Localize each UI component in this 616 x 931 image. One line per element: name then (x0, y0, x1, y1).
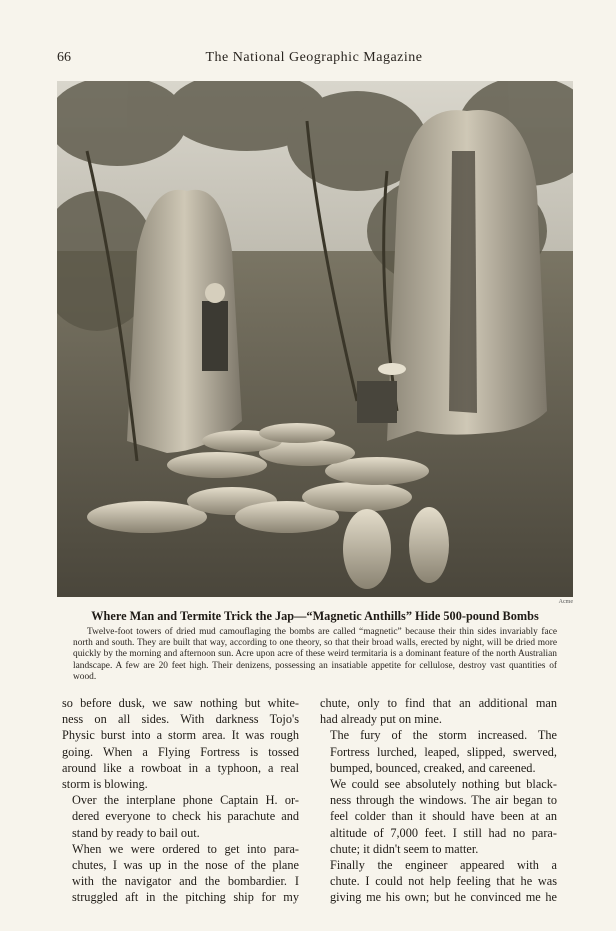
text-line: When we were ordered to get into para- (72, 841, 299, 856)
text-line: Finally the engineer appeared with a (330, 858, 557, 873)
text-line: feel colder than it should have been at an (330, 809, 557, 824)
text-line: Physic burst into a storm area. It was rough (62, 728, 299, 743)
photo-illustration (57, 81, 573, 597)
text-line: with the navigator and the bombardier. I (72, 874, 299, 889)
page-number: 66 (57, 50, 71, 65)
text-line: had already put on mine. (320, 712, 442, 727)
text-line: We could see absolutely nothing but black- (330, 777, 557, 792)
text-line: stand by ready to bail out. (72, 825, 200, 840)
paragraph (62, 841, 299, 906)
text-line: so before dusk, we saw nothing but white- (62, 696, 299, 710)
running-title: The National Geographic Magazine (205, 50, 423, 65)
text-line: giving me his own; but he convinced me he (330, 890, 557, 905)
text-line: chute. I could not help feeling that he was (330, 874, 557, 889)
paragraph (320, 857, 557, 906)
caption-title: Where Man and Termite Trick the Jap—“Magnetic Anthills” Hide 500-pound Bombs (91, 609, 539, 623)
text-column-left (62, 695, 299, 906)
photo-credit: Acme (558, 599, 573, 605)
text-column-right (320, 695, 557, 906)
text-line: chutes, I was up in the nose of the plane (72, 858, 299, 873)
text-line: dered everyone to check his parachute and (72, 809, 299, 824)
photograph-termite-mounds-bombs (57, 81, 573, 597)
text-line: storm is blowing. (62, 777, 148, 792)
paragraph (62, 695, 299, 792)
text-line: struggled aft in the pitching ship for my (72, 890, 299, 905)
paragraph (62, 792, 299, 841)
text-line: The fury of the storm increased. The (330, 728, 557, 743)
text-line: ness through the windows. The air began to (330, 793, 557, 808)
paragraph (320, 727, 557, 776)
text-line: Fortress lurched, leaped, slipped, swerved, (330, 744, 557, 759)
paragraph (320, 695, 557, 727)
caption-body: Twelve-foot towers of dried mud camouflaging the bombs are called “magnetic” because their thin sides invariably face north and south. They are built that way, according to one theory, so that their broad walls, erected by night, will be dried more quickly by the morning and afternoon sun. Acre upon acre of these weird termitaria is a dominant feature of the north Australian landscape. A few are 20 feet high. Their denizens, possessing an insatiable appetite for cellulose, destroy vast quantities of wood. (73, 627, 557, 682)
text-line: going. When a Flying Fortress is tossed (62, 744, 299, 759)
text-line: ness on all sides. With darkness Tojo's (62, 712, 299, 727)
text-line: chute, only to find that an additional man (320, 696, 557, 710)
text-line: Over the interplane phone Captain H. or- (72, 793, 299, 808)
text-line: bumped, bounced, creaked, and careened. (330, 760, 536, 775)
paragraph (320, 776, 557, 857)
text-line: chute; it didn't seem to matter. (330, 841, 479, 856)
text-line: altitude of 7,000 feet. I still had no para- (330, 825, 557, 840)
text-line: around like a rowboat in a typhoon, a real (62, 760, 299, 775)
